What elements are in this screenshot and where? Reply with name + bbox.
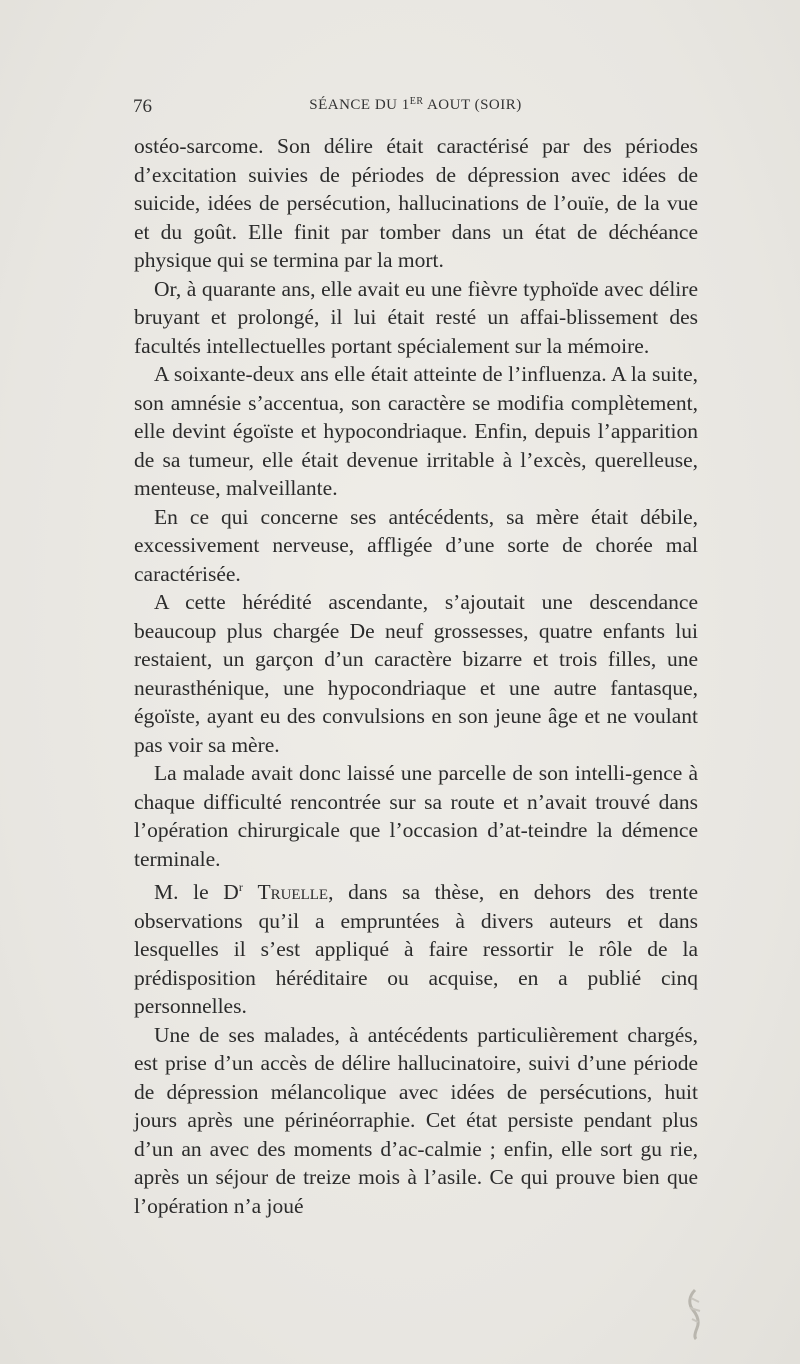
library-stamp-mark <box>685 1288 705 1340</box>
paragraph: En ce qui concerne ses antécédents, sa mère était débile, excessivement nerveuse, affligée d’une sorte de chorée mal caractérisée. <box>134 504 698 586</box>
doctor-superscript: r <box>238 880 243 894</box>
paragraph: A cette hérédité ascendante, s’ajoutait une descendance beaucoup plus chargée De neuf grossesses, quatre enfants lui restaient, un garçon d’un caractère bizarre et trois filles, une neurasthénique, une hypocondriaque et une autre fantasque, égoïste, ayant eu des convulsions en son jeune âge et ne voulant pas voir sa mère. <box>134 590 698 757</box>
body-text <box>134 132 698 1220</box>
paragraph: ostéo-sarcome. Son délire était caractérisé par des périodes d’excitation suivies de périodes de dépression avec idées de suicide, idées de persécution, hallucinations de l’ouïe, de la vue et du goût. Elle finit par tomber dans un état de déchéance physique qui se termina par la mort. <box>134 134 698 272</box>
paragraph: La malade avait donc laissé une parcelle de son intelli-gence à chaque difficulté rencontrée sur sa route et n’avait trouvé dans l’opération chirurgicale que l’occasion d’at-teindre la démence terminale. <box>134 761 698 871</box>
running-title <box>133 96 698 114</box>
paragraph-truelle <box>134 873 698 1021</box>
author-name: Truelle <box>257 880 329 905</box>
paragraph: A soixante-deux ans elle était atteinte de l’influenza. A la suite, son amnésie s’accentua, son caractère se modifia complètement, elle devint égoïste et hypocondriaque. Enfin, depuis l’apparition de sa tumeur, elle était devenue irritable à l’excès, querelleuse, menteuse, malveillante. <box>134 362 698 500</box>
truelle-prefix: M. le D <box>154 880 239 905</box>
paragraph: Une de ses malades, à antécédents particulièrement chargés, est prise d’un accès de délire hallucinatoire, suivi d’une période de dépression mélancolique avec idées de persécutions, huit jours après une périnéorraphie. Cet état persiste pendant plus d’un an avec des moments d’ac-calmie ; enfin, elle sort gu rie, après un séjour de treize mois à l’asile. Ce qui prouve bien que l’opération n’a joué <box>134 1022 698 1218</box>
running-title-prefix: SÉANCE DU 1 <box>309 97 410 113</box>
page-header <box>133 96 698 120</box>
running-title-superscript: ER <box>409 96 424 107</box>
running-title-suffix: AOUT (SOIR) <box>423 97 522 113</box>
paragraph: Or, à quarante ans, elle avait eu une fièvre typhoïde avec délire bruyant et prolongé, il lui était resté un affai-blissement des facultés intellectuelles portant spécialement sur la mémoire. <box>134 276 698 358</box>
truelle-rest: , dans sa thèse, en dehors des trente observations qu’il a empruntées à divers auteurs et dans lesquelles il s’est appliqué à faire ressortir le rôle de la prédisposition héréditaire ou acquise, en a publié cinq personnelles. <box>134 880 698 1019</box>
page-number: 76 <box>133 96 152 117</box>
